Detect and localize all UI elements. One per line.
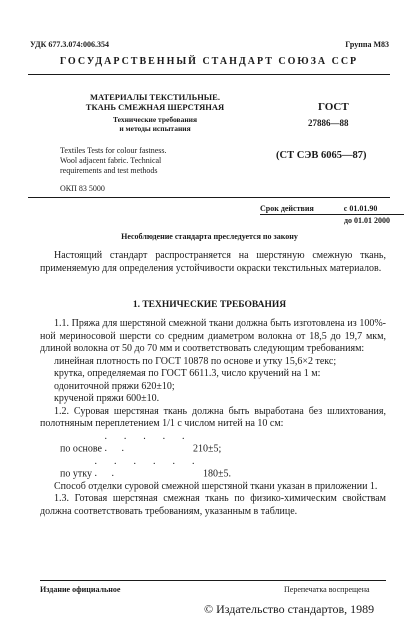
title-line-2: ТКАНЬ СМЕЖНАЯ ШЕРСТЯНАЯ xyxy=(85,102,225,112)
gost-number: 27886—88 xyxy=(308,118,349,128)
paragraph-1-1-c: одониточной пряжи 620±10; xyxy=(54,380,175,392)
title-line-1: МАТЕРИАЛЫ ТЕКСТИЛЬНЫЕ. xyxy=(90,92,220,102)
subtitle-line-2: и методы испытания xyxy=(119,124,191,133)
paragraph-1-1-d: крученой пряжи 600±10. xyxy=(54,393,160,404)
english-title-line-3: requirements and test methods xyxy=(60,166,158,175)
udk-code: УДК 677.3.074:006.354 xyxy=(30,40,110,49)
validity-period xyxy=(260,203,404,226)
english-title-line-2: Wool adjacent fabric. Technical xyxy=(60,156,162,165)
header-rule xyxy=(28,74,390,75)
weft-count-row: по утку . . . . . . . . 180±5. xyxy=(60,455,231,479)
english-title-line-1: Textiles Tests for colour fastness. xyxy=(60,146,167,155)
english-title xyxy=(60,146,250,176)
reprint-forbidden: Перепечатка воспрещена xyxy=(284,585,370,594)
warp-count-value: 210±5; xyxy=(193,443,222,454)
paragraph-1-3: 1.3. Готовая шерстяная смежная ткань по физико-химическим свойствам должна соответствовать требованиям, указанным в таблице. xyxy=(40,493,386,517)
warp-count-row: по основе . . . . . . . 210±5; xyxy=(60,430,222,454)
official-edition: Издание официальное xyxy=(40,585,121,594)
validity-label: Срок действия xyxy=(260,204,314,213)
intro-paragraph: Настоящий стандарт распространяется на шерстяную смежную ткань, применяемую для определения устойчивости окраски текстильных материалов. xyxy=(40,250,386,274)
gost-label: ГОСТ xyxy=(318,101,349,113)
state-standard-banner: ГОСУДАРСТВЕННЫЙ СТАНДАРТ СОЮЗА ССР xyxy=(59,56,359,67)
paragraph-1-1-b: крутка, определяемая по ГОСТ 6611.3, число кручений на 1 м: xyxy=(54,368,321,379)
validity-from: с 01.01.90 xyxy=(343,204,378,213)
weft-count-label: по утку xyxy=(60,468,92,479)
sev-number: (СТ СЭВ 6065—87) xyxy=(276,150,367,161)
group-code: Группа М83 xyxy=(345,40,389,49)
standard-title-block xyxy=(60,92,250,133)
paragraph-1-2: 1.2. Суровая шерстяная ткань должна быть выработана без шлихтования, полотняным переплетением 1/1 с числом нитей на 10 см: xyxy=(40,405,386,429)
warp-count-label: по основе xyxy=(60,443,102,454)
section-heading: 1. ТЕХНИЧЕСКИЕ ТРЕБОВАНИЯ xyxy=(132,300,287,310)
okp-code: ОКП 83 5000 xyxy=(60,184,105,193)
title-rule xyxy=(28,197,390,198)
paragraph-1-1-a: линейная плотность по ГОСТ 10878 по основе и утку 15,6×2 текс; xyxy=(54,355,337,367)
paragraph-1-1: 1.1. Пряжа для шерстяной смежной ткани должна быть изготовлена из 100%-ной мериносовой шерсти со средним диаметром волокна от 18,5 до 19,7 мкм, длиной волокна от 50 до 70 мм и соответствовать следующим требованиям: xyxy=(40,318,386,354)
legal-notice: Несоблюдение стандарта преследуется по закону xyxy=(121,232,298,241)
section-body xyxy=(40,318,386,518)
paragraph-1-2-finish: Способ отделки суровой смежной шерстяной ткани указан в приложении 1. xyxy=(54,480,378,492)
footer-rule xyxy=(40,580,386,581)
publisher-copyright: © Издательство стандартов, 1989 xyxy=(204,602,375,616)
subtitle-line-1: Технические требования xyxy=(112,115,198,124)
weft-count-value: 180±5. xyxy=(202,468,231,479)
validity-to: до 01.01 2000 xyxy=(344,216,391,225)
